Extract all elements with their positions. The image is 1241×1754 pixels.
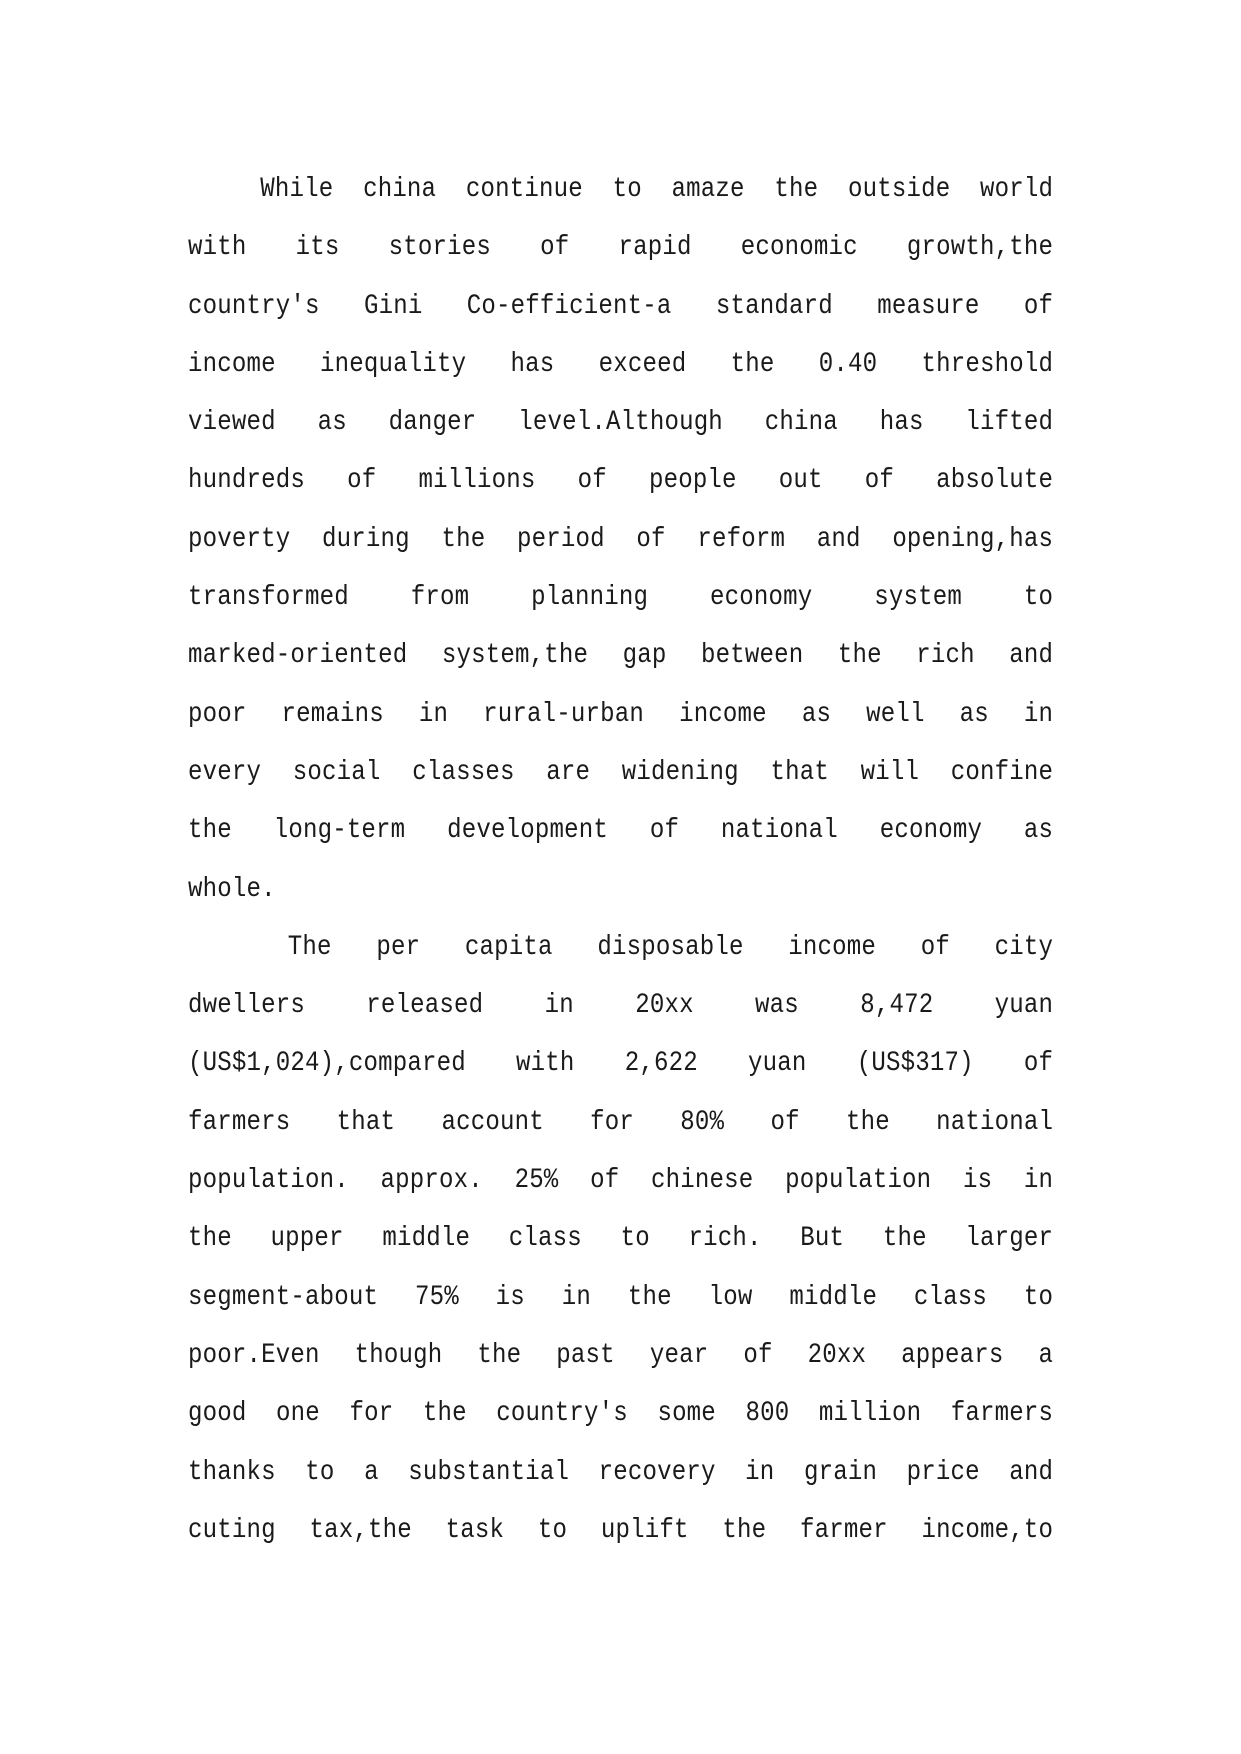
text-line: cuting tax,the task to uplift the farmer income,to xyxy=(188,1514,1054,1546)
text-line: marked-oriented system,the gap between the rich and xyxy=(188,640,1054,672)
text-line: poverty during the period of reform and opening,has xyxy=(188,523,1054,555)
paragraph-1 xyxy=(188,175,1053,933)
text-line: the long-term development of national economy as xyxy=(188,815,1054,847)
text-line: poor.Even though the past year of 20xx appears a xyxy=(188,1339,1054,1371)
text-line: segment-about 75% is in the low middle class to xyxy=(188,1281,1054,1313)
text-line: dwellers released in 20xx was 8,472 yuan xyxy=(188,990,1054,1022)
text-line: country's Gini Co-efficient-a standard measure of xyxy=(188,290,1054,322)
text-line: population. approx. 25% of chinese population is in xyxy=(188,1165,1054,1197)
text-line: While china continue to amaze the outside world xyxy=(260,174,1054,205)
text-line: whole. xyxy=(188,873,276,905)
text-line: transformed from planning economy system to xyxy=(188,582,1054,614)
paragraph-2 xyxy=(188,933,1053,1574)
text-line: the upper middle class to rich. But the larger xyxy=(188,1223,1054,1255)
text-line: with its stories of rapid economic growth,the xyxy=(188,232,1054,264)
text-line: The per capita disposable income of city xyxy=(287,931,1054,963)
text-line: income inequality has exceed the 0.40 threshold xyxy=(188,348,1054,380)
text-line: every social classes are widening that will confine xyxy=(188,756,1054,788)
text-line: viewed as danger level.Although china has lifted xyxy=(188,407,1054,439)
text-line: poor remains in rural-urban income as well as in xyxy=(188,698,1054,730)
document-page xyxy=(188,175,1053,1574)
text-line: (US$1,024),compared with 2,622 yuan (US$317) of xyxy=(188,1048,1054,1080)
text-line: farmers that account for 80% of the national xyxy=(188,1106,1054,1138)
text-line: hundreds of millions of people out of absolute xyxy=(188,465,1054,497)
text-line: thanks to a substantial recovery in grain price and xyxy=(188,1456,1054,1488)
text-line: good one for the country's some 800 million farmers xyxy=(188,1398,1054,1430)
